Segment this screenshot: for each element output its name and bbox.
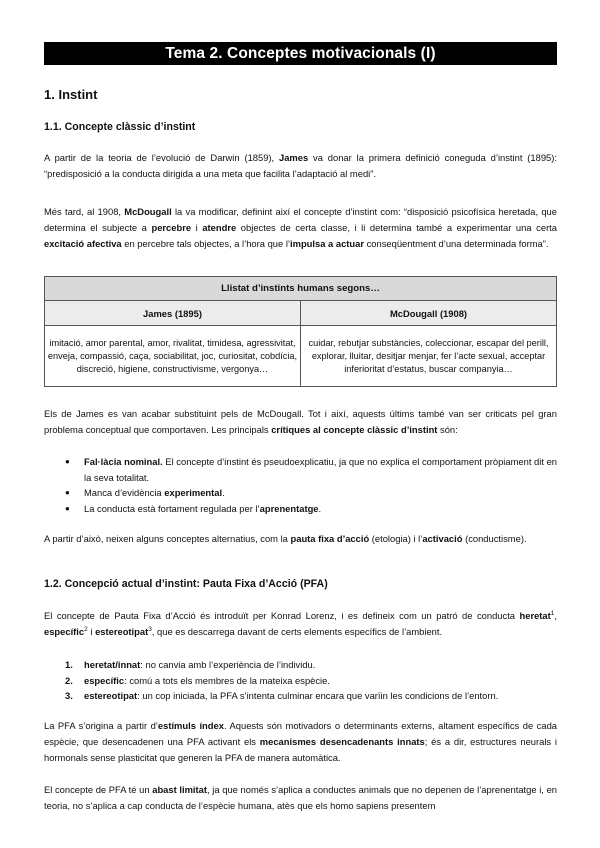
- section-heading-instint: 1. Instint: [44, 87, 98, 102]
- paragraph-pfa-definition: El concepte de Pauta Fixa d’Acció és introduït per Konrad Lorenz, i es defineix com un patró de conducta heretat$^1$, específic$^2$ i estereotipat$^3$, que es descarrega davant de certs elements específics de l’ambient.: [44, 609, 557, 637]
- document-page: [44, 42, 558, 811]
- bullet-icon: ●: [65, 503, 70, 513]
- list-item: ● La conducta està fortament regulada per l’aprenentatge.: [44, 501, 557, 517]
- document-title: Tema 2. Conceptes motivacionals (I): [44, 42, 557, 65]
- subsection-heading-classic: 1.1. Concepte clàssic d’instint: [44, 121, 196, 133]
- list-item: ● Manca d’evidència experimental.: [44, 485, 557, 501]
- subsection-heading-pfa: 1.2. Concepció actual d’instint: Pauta Fixa d’Acció (PFA): [44, 578, 328, 590]
- table-caption: Llistat d’instints humans segons…: [45, 277, 557, 301]
- instincts-table: [44, 276, 557, 387]
- paragraph-criticism: Els de James es van acabar substituint pels de McDougall. Tot i així, aquests últims també van ser criticats pel gran problema conceptual que comportaven. Les principals crítiques al concepte clàssic d’instint són:: [44, 408, 557, 435]
- list-item: 1. heretat/innat: no canvia amb l’experiència de l’individu.: [65, 659, 316, 670]
- paragraph-james: A partir de la teoria de l’evolució de Darwin (1859), James va donar la primera definició coneguda d’instint (1895): “predisposició a la conducta dirigida a una meta que facilita l’adaptació al medi”.: [44, 152, 557, 179]
- list-item: 3. estereotipat: un cop iniciada, la PFA s’intenta culminar encara que varïin les condicions de l’entorn.: [65, 690, 499, 701]
- bullet-icon: ●: [65, 457, 70, 466]
- list-item: 2. específic: comú a tots els membres de la mateixa espècie.: [65, 674, 330, 686]
- criticism-list: [44, 454, 557, 516]
- table-header-mcdougall: McDougall (1908): [301, 301, 557, 326]
- paragraph-alternatives: A partir d’això, neixen alguns conceptes alternatius, com la pauta fixa d’acció (etologia) i l’activació (conductisme).: [44, 533, 527, 544]
- list-item: ● Fal·làcia nominal. El concepte d’instint és pseudoexplicatiu, ja que no explica el comportament pròpiament dit en la seva totalitat.: [65, 456, 558, 483]
- paragraph-mcdougall: Més tard, al 1908, McDougall la va modificar, definint així el concepte d’instint com: “disposició psicofísica heretada, que determina el subjecte a percebre i atendre objectes de certa classe, i li determina també a experimentar una certa excitació afectiva en percebre tals objectes, a l’hora que l’impulsa a actuar conseqüentment d’una determinada forma”.: [44, 206, 558, 249]
- table-header-james: James (1895): [45, 301, 301, 326]
- table-cell-mcdougall: cuidar, rebutjar substàncies, coleccionar, escapar del perill, explorar, lluitar, desitjar menjar, fer l’acte sexual, acceptar inferioritat d’estatus, buscar companyia…: [301, 326, 557, 387]
- table-cell-james: imitació, amor parental, amor, rivalitat, timidesa, agressivitat, enveja, compassió, caça, sociabilitat, joc, curiositat, cobdícia, discreció, higiene, constructivisme, vergonya…: [45, 326, 301, 387]
- bullet-icon: ●: [65, 488, 70, 497]
- paragraph-pfa-origin: La PFA s’origina a partir d’estímuls índex. Aquests són motivadors o determinants externs, altament específics de cada espècie, que desencadenen una PFA activant els mecanismes desencadenants innats; és a dir, estructures neurals i hormonals sense plasticitat que generen la PFA de manera automàtica.: [44, 720, 557, 763]
- paragraph-pfa-scope: El concepte de PFA té un abast limitat, ja que només s’aplica a conductes animals que no depenen de l’aprenentatge i, en teoria, no s’aplica a cap conducta de l’espècie humana, atès que els homo sapiens presentem: [44, 784, 558, 811]
- pfa-properties-list: [44, 657, 557, 704]
